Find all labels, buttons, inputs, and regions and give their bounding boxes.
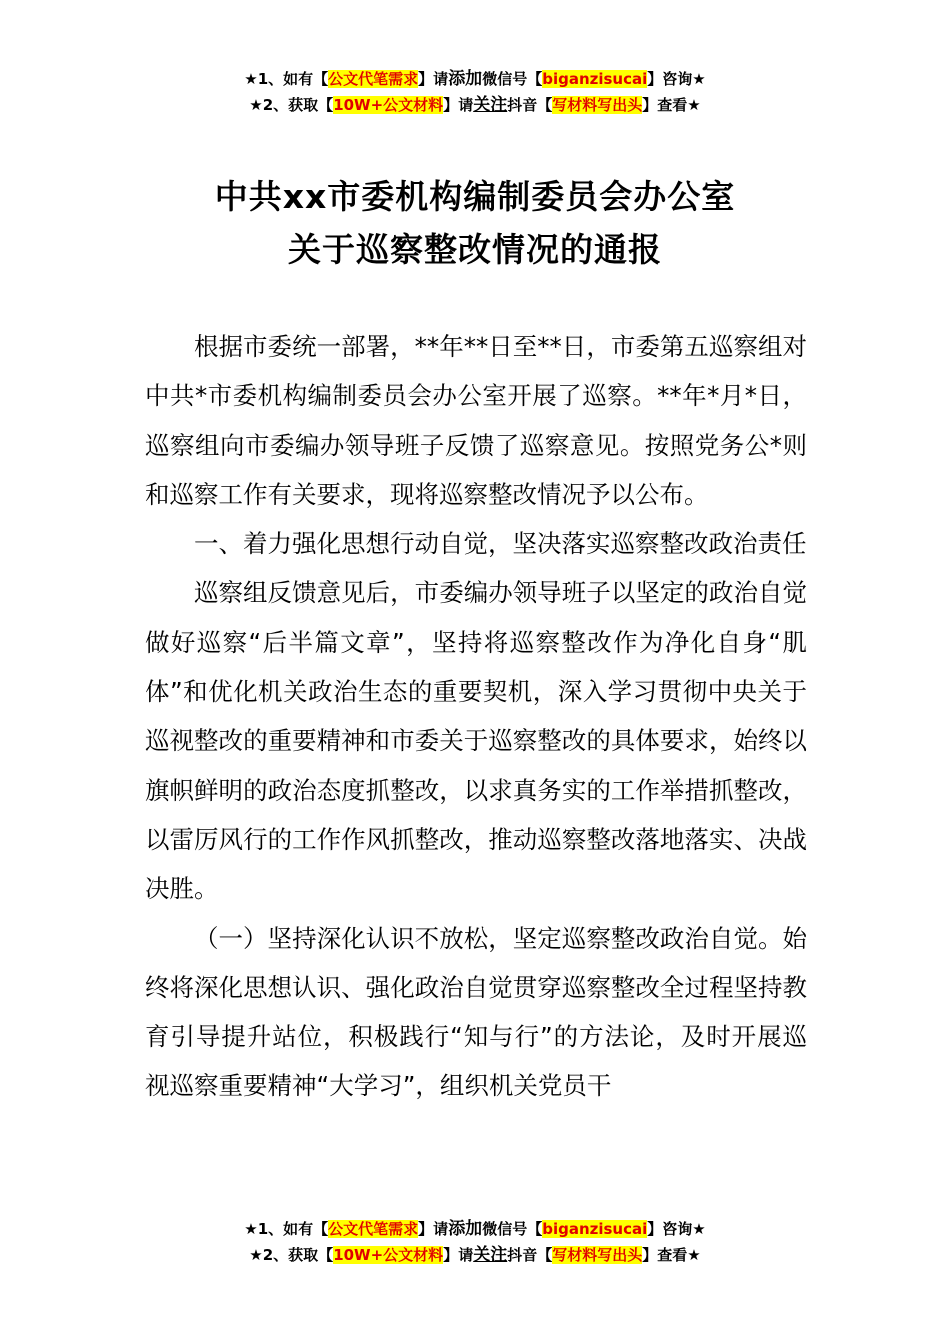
ad-highlight: biganzisucai [542, 1220, 648, 1238]
ad-emphasis: 关注 [473, 95, 508, 115]
ad-line-1 [0, 1216, 950, 1242]
ad-highlight: biganzisucai [542, 70, 648, 88]
ad-emphasis: 添加 [448, 69, 483, 89]
ad-text: ★2、获取【 [249, 1246, 334, 1264]
ad-highlight: 10W+公文材料 [333, 96, 444, 114]
ad-text: 微信号【 [482, 1220, 543, 1238]
ad-emphasis: 关注 [473, 1245, 508, 1265]
body-paragraph-1: 根据市委统一部署，**年**日至**日，市委第五巡察组对中共*市委机构编制委员会办公室开展了巡察。**年*月*日，巡察组向市委编办领导班子反馈了巡察意见。按照党务公*则和巡察工作有关要求，现将巡察整改情况予以公布。 [145, 332, 807, 509]
body-paragraph-2: 巡察组反馈意见后，市委编办领导班子以坚定的政治自觉做好巡察“后半篇文章”，坚持将巡察整改作为净化自身“肌体”和优化机关政治生态的重要契机，深入学习贯彻中央关于巡视整改的重要精神和市委关于巡察整改的具体要求，始终以旗帜鲜明的政治态度抓整改，以求真务实的工作举措抓整改，以雷厉风行的工作作风抓整改，推动巡察整改落地落实、决战决胜。 [145, 578, 807, 904]
ad-banner-top [0, 66, 950, 118]
ad-emphasis: 添加 [448, 1219, 483, 1239]
title-line-2: 关于巡察整改情况的通报 [288, 230, 662, 269]
ad-highlight: 公文代笔需求 [328, 1220, 419, 1238]
ad-text: 】请 [443, 1246, 474, 1264]
ad-text: 】查看★ [642, 96, 701, 114]
ad-text: 】请 [443, 96, 474, 114]
ad-highlight: 10W+公文材料 [333, 1246, 444, 1264]
ad-text: 】查看★ [642, 1246, 701, 1264]
ad-text: 】咨询★ [647, 1220, 706, 1238]
ad-highlight: 公文代笔需求 [328, 70, 419, 88]
ad-text: ★1、如有【 [244, 70, 329, 88]
ad-text: 微信号【 [482, 70, 543, 88]
ad-line-1 [0, 66, 950, 92]
title-line-1: 中共xx市委机构编制委员会办公室 [214, 177, 736, 216]
ad-text: 】请 [418, 1220, 449, 1238]
ad-banner-bottom [0, 1216, 950, 1268]
ad-text: 】请 [418, 70, 449, 88]
ad-text: 抖音【 [507, 96, 553, 114]
ad-line-2 [0, 1242, 950, 1268]
ad-line-2 [0, 92, 950, 118]
ad-text: ★2、获取【 [249, 96, 334, 114]
section-heading-1: 一、着力强化思想行动自觉，坚决落实巡察整改政治责任 [194, 529, 807, 559]
ad-highlight: 写材料写出头 [552, 96, 643, 114]
ad-text: 】咨询★ [647, 70, 706, 88]
ad-text: 抖音【 [507, 1246, 553, 1264]
document-body [145, 322, 807, 1111]
ad-highlight: 写材料写出头 [552, 1246, 643, 1264]
body-paragraph-3: （一）坚持深化认识不放松，坚定巡察整改政治自觉。始终将深化思想认识、强化政治自觉贯穿巡察整改全过程坚持教育引导提升站位，积极践行“知与行”的方法论，及时开展巡视巡察重要精神“大学习”，组织机关党员干 [145, 923, 807, 1101]
ad-text: ★1、如有【 [244, 1220, 329, 1238]
document-title [0, 170, 950, 276]
